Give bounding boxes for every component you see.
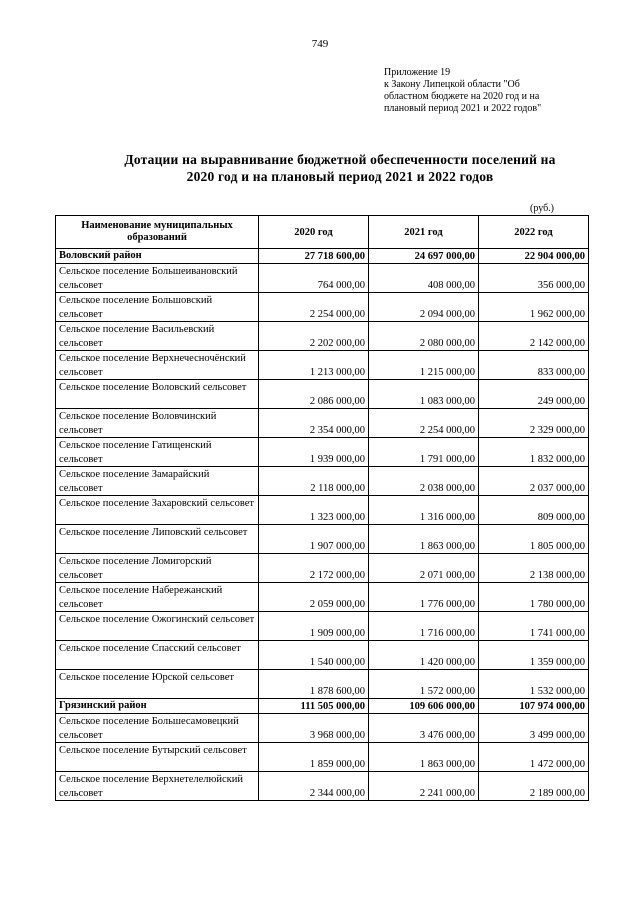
amount-2021: 1 776 000,00 [369, 583, 479, 612]
amount-2021: 2 038 000,00 [369, 467, 479, 496]
table-row [56, 264, 589, 293]
municipality-name: Сельское поселение Большесамовецкий сельсовет [56, 714, 259, 743]
table-row [56, 743, 589, 772]
amount-2022: 1 805 000,00 [479, 525, 589, 554]
municipality-name: Воловский район [56, 249, 259, 264]
amount-2020: 2 059 000,00 [259, 583, 369, 612]
table-row [56, 583, 589, 612]
header-municipality: Наименование муниципальных образований [56, 216, 259, 249]
municipality-name: Сельское поселение Воловчинский сельсовет [56, 409, 259, 438]
amount-2021: 2 071 000,00 [369, 554, 479, 583]
amount-2022: 2 142 000,00 [479, 322, 589, 351]
amount-2020: 1 213 000,00 [259, 351, 369, 380]
municipality-name: Грязинский район [56, 699, 259, 714]
amount-2022: 2 329 000,00 [479, 409, 589, 438]
municipality-name: Сельское поселение Верхнетелелюйский сельсовет [56, 772, 259, 801]
amount-2021: 1 863 000,00 [369, 525, 479, 554]
appendix-line: Приложение 19 [384, 67, 451, 78]
amount-2020: 2 202 000,00 [259, 322, 369, 351]
municipality-name: Сельское поселение Липовский сельсовет [56, 525, 259, 554]
amount-2022: 833 000,00 [479, 351, 589, 380]
amount-2021: 408 000,00 [369, 264, 479, 293]
table-row [56, 438, 589, 467]
municipality-name: Сельское поселение Захаровский сельсовет [56, 496, 259, 525]
header-2021: 2021 год [369, 216, 479, 249]
amount-2020: 2 172 000,00 [259, 554, 369, 583]
amount-2022: 22 904 000,00 [479, 249, 589, 264]
amount-2022: 1 780 000,00 [479, 583, 589, 612]
table-row [56, 554, 589, 583]
amount-2022: 2 189 000,00 [479, 772, 589, 801]
amount-2022: 2 138 000,00 [479, 554, 589, 583]
table-row [56, 612, 589, 641]
amount-2022: 1 741 000,00 [479, 612, 589, 641]
amount-2020: 764 000,00 [259, 264, 369, 293]
amount-2022: 107 974 000,00 [479, 699, 589, 714]
municipality-name: Сельское поселение Юрской сельсовет [56, 670, 259, 699]
table-row [56, 714, 589, 743]
amount-2020: 2 118 000,00 [259, 467, 369, 496]
table-header-row [56, 216, 589, 249]
municipality-name: Сельское поселение Гатищенский сельсовет [56, 438, 259, 467]
currency-unit: (руб.) [530, 203, 554, 214]
table-row [56, 409, 589, 438]
amount-2020: 2 086 000,00 [259, 380, 369, 409]
document-title [80, 151, 600, 185]
table-row [56, 380, 589, 409]
amount-2020: 1 909 000,00 [259, 612, 369, 641]
amount-2022: 356 000,00 [479, 264, 589, 293]
district-row [56, 699, 589, 714]
municipality-name: Сельское поселение Ломигорский сельсовет [56, 554, 259, 583]
amount-2021: 1 572 000,00 [369, 670, 479, 699]
municipality-name: Сельское поселение Васильевский сельсовет [56, 322, 259, 351]
amount-2022: 809 000,00 [479, 496, 589, 525]
amount-2021: 3 476 000,00 [369, 714, 479, 743]
appendix-line: областном бюджете на 2020 год и на [384, 91, 540, 102]
amount-2022: 2 037 000,00 [479, 467, 589, 496]
municipality-name: Сельское поселение Воловский сельсовет [56, 380, 259, 409]
amount-2020: 111 505 000,00 [259, 699, 369, 714]
amount-2022: 1 472 000,00 [479, 743, 589, 772]
amount-2021: 2 080 000,00 [369, 322, 479, 351]
amount-2022: 1 359 000,00 [479, 641, 589, 670]
amount-2021: 1 791 000,00 [369, 438, 479, 467]
municipality-name: Сельское поселение Бутырский сельсовет [56, 743, 259, 772]
amount-2020: 2 344 000,00 [259, 772, 369, 801]
municipality-name: Сельское поселение Набережанский сельсовет [56, 583, 259, 612]
appendix-line: плановый период 2021 и 2022 годов" [384, 103, 542, 114]
amount-2021: 1 316 000,00 [369, 496, 479, 525]
amount-2020: 1 540 000,00 [259, 641, 369, 670]
table-row [56, 641, 589, 670]
header-2020: 2020 год [259, 216, 369, 249]
table-row [56, 322, 589, 351]
amount-2021: 1 863 000,00 [369, 743, 479, 772]
appendix-line: к Закону Липецкой области "Об [384, 79, 520, 90]
amount-2021: 109 606 000,00 [369, 699, 479, 714]
amount-2021: 1 716 000,00 [369, 612, 479, 641]
municipality-name: Сельское поселение Верхнечесночёнский сельсовет [56, 351, 259, 380]
municipality-name: Сельское поселение Ожогинский сельсовет [56, 612, 259, 641]
municipality-name: Сельское поселение Большеивановский сельсовет [56, 264, 259, 293]
table-row [56, 525, 589, 554]
table-row [56, 467, 589, 496]
amount-2021: 2 254 000,00 [369, 409, 479, 438]
header-2022: 2022 год [479, 216, 589, 249]
table-row [56, 772, 589, 801]
amount-2020: 3 968 000,00 [259, 714, 369, 743]
municipality-name: Сельское поселение Замарайский сельсовет [56, 467, 259, 496]
amount-2022: 249 000,00 [479, 380, 589, 409]
table-row [56, 293, 589, 322]
table-row [56, 670, 589, 699]
amount-2021: 1 420 000,00 [369, 641, 479, 670]
amount-2021: 24 697 000,00 [369, 249, 479, 264]
amount-2022: 1 532 000,00 [479, 670, 589, 699]
appendix-note [384, 67, 624, 115]
amount-2021: 2 241 000,00 [369, 772, 479, 801]
title-line-1: Дотации на выравнивание бюджетной обеспеченности поселений на [124, 152, 556, 167]
amount-2022: 3 499 000,00 [479, 714, 589, 743]
municipality-name: Сельское поселение Спасский сельсовет [56, 641, 259, 670]
amount-2021: 1 083 000,00 [369, 380, 479, 409]
amount-2020: 2 354 000,00 [259, 409, 369, 438]
page-number: 749 [311, 38, 329, 50]
amount-2022: 1 832 000,00 [479, 438, 589, 467]
amount-2020: 27 718 600,00 [259, 249, 369, 264]
amount-2020: 1 859 000,00 [259, 743, 369, 772]
table-row [56, 496, 589, 525]
amount-2020: 1 907 000,00 [259, 525, 369, 554]
amount-2020: 2 254 000,00 [259, 293, 369, 322]
table-row [56, 351, 589, 380]
amount-2022: 1 962 000,00 [479, 293, 589, 322]
amount-2020: 1 323 000,00 [259, 496, 369, 525]
subsidies-table [55, 215, 589, 801]
district-row [56, 249, 589, 264]
amount-2020: 1 878 600,00 [259, 670, 369, 699]
municipality-name: Сельское поселение Большовский сельсовет [56, 293, 259, 322]
amount-2021: 2 094 000,00 [369, 293, 479, 322]
amount-2021: 1 215 000,00 [369, 351, 479, 380]
amount-2020: 1 939 000,00 [259, 438, 369, 467]
title-line-2: 2020 год и на плановый период 2021 и 2022 годов [186, 169, 494, 184]
table-body [56, 249, 589, 801]
